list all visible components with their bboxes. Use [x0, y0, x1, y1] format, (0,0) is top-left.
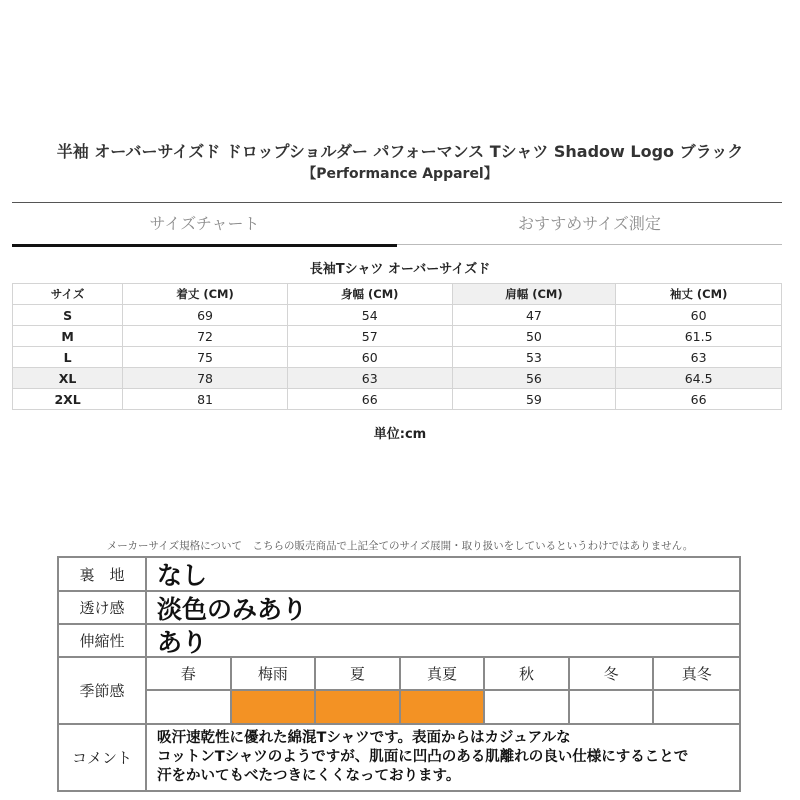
tab-size-chart[interactable]: サイズチャート	[12, 208, 397, 247]
spec-row-comment	[59, 725, 739, 790]
spec-value: 淡色のみあり	[157, 594, 308, 624]
table-cell: 47	[452, 305, 616, 326]
table-cell: 64.5	[616, 368, 782, 389]
spec-row-sheer	[59, 592, 739, 625]
table-cell: 60	[616, 305, 782, 326]
spec-value: なし	[157, 561, 208, 590]
size-table-header-row	[13, 284, 782, 305]
spec-row-stretch	[59, 625, 739, 658]
spec-label: 透け感	[59, 592, 147, 623]
product-title	[0, 140, 800, 186]
comment-text	[157, 729, 688, 786]
spec-label: コメント	[59, 725, 147, 790]
season-header: 冬	[570, 658, 655, 691]
season-header: 秋	[485, 658, 570, 691]
table-cell: M	[13, 326, 123, 347]
table-cell: XL	[13, 368, 123, 389]
spec-row-lining	[59, 558, 739, 592]
table-cell: 59	[452, 389, 616, 410]
header-size: サイズ	[13, 284, 123, 305]
product-title-subtitle: 【Performance Apparel】	[302, 166, 498, 182]
season-cell	[147, 691, 232, 723]
size-notice: メーカーサイズ規格について こちらの販売商品で上記全てのサイズ展開・取り扱いをしているというわけではありません。	[106, 540, 694, 552]
comment-line: コットンTシャツのようですが、肌面に凹凸のある肌離れの良い仕様にすることで	[157, 749, 689, 765]
unit-label: 単位:cm	[373, 427, 427, 442]
season-header: 真夏	[401, 658, 486, 691]
size-table-title: 長袖Tシャツ オーバーサイズド	[309, 262, 491, 277]
table-row	[13, 305, 782, 326]
season-cell	[316, 691, 401, 723]
spec-label: 伸縮性	[59, 625, 147, 656]
season-cell	[232, 691, 317, 723]
size-tabs	[12, 208, 782, 246]
season-cell	[570, 691, 655, 723]
season-grid	[147, 658, 739, 723]
header-sleeve: 袖丈 (CM)	[616, 284, 782, 305]
table-row	[13, 347, 782, 368]
season-cell	[654, 691, 739, 723]
table-cell: 63	[616, 347, 782, 368]
table-cell: 72	[123, 326, 288, 347]
season-header: 夏	[316, 658, 401, 691]
table-cell: 81	[123, 389, 288, 410]
table-cell: 66	[287, 389, 452, 410]
tab-recommended-size[interactable]: おすすめサイズ測定	[397, 208, 782, 245]
table-cell: 56	[452, 368, 616, 389]
table-cell: S	[13, 305, 123, 326]
table-cell: 61.5	[616, 326, 782, 347]
table-cell: 78	[123, 368, 288, 389]
table-cell: 66	[616, 389, 782, 410]
spec-row-season	[59, 658, 739, 725]
table-cell: 53	[452, 347, 616, 368]
table-cell: 75	[123, 347, 288, 368]
table-cell: 69	[123, 305, 288, 326]
spec-value: あり	[157, 627, 208, 657]
season-cell	[401, 691, 486, 723]
spec-label: 裏 地	[59, 558, 147, 590]
header-length: 着丈 (CM)	[123, 284, 288, 305]
season-cell	[485, 691, 570, 723]
table-cell: L	[13, 347, 123, 368]
table-cell: 54	[287, 305, 452, 326]
comment-line: 吸汗速乾性に優れた綿混Tシャツです。表面からはカジュアルな	[157, 730, 571, 746]
table-row	[13, 368, 782, 389]
table-cell: 63	[287, 368, 452, 389]
table-row	[13, 389, 782, 410]
season-header: 春	[147, 658, 232, 691]
table-cell: 57	[287, 326, 452, 347]
header-shoulder: 肩幅 (CM)	[452, 284, 616, 305]
table-cell: 50	[452, 326, 616, 347]
header-width: 身幅 (CM)	[287, 284, 452, 305]
divider	[12, 202, 782, 203]
size-table	[12, 283, 782, 410]
season-header: 梅雨	[232, 658, 317, 691]
table-row	[13, 326, 782, 347]
table-cell: 2XL	[13, 389, 123, 410]
table-cell: 60	[287, 347, 452, 368]
spec-table	[57, 556, 741, 792]
product-title-main: 半袖 オーバーサイズド ドロップショルダー パフォーマンス Tシャツ Shadow Logo ブラック	[56, 142, 744, 161]
spec-label: 季節感	[59, 658, 147, 723]
comment-line: 汗をかいてもべたつきにくくなっております。	[157, 768, 461, 784]
season-header: 真冬	[654, 658, 739, 691]
